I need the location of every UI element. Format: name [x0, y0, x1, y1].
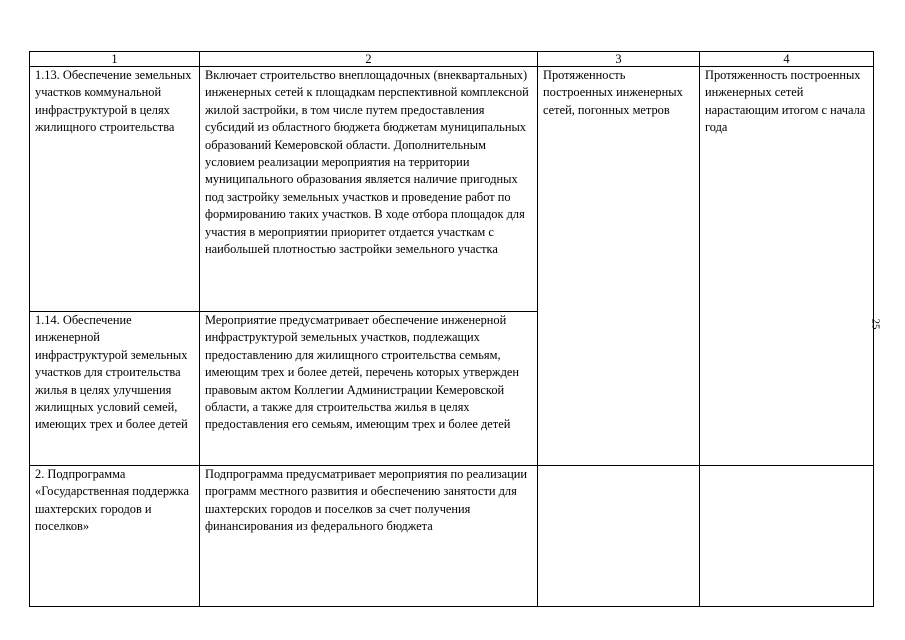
row-1-13-calculation: Протяженность построенных инженерных сетей нарастающим итогом с начала года: [700, 67, 874, 466]
row-2-indicator: [538, 466, 700, 607]
column-header-2: 2: [200, 52, 538, 67]
column-header-3: 3: [538, 52, 700, 67]
table-row: [30, 67, 874, 312]
row-1-14-description: Мероприятие предусматривает обеспечение инженерной инфраструктурой земельных участков, подлежащих предоставлению для жилищного строительства семьям, имеющим трех и более детей, перечень которых утвержден правовым актом Коллегии Администрации Кемеровской области, а также для строительства жилья в целях предоставления его семьям, имеющим трех и более детей: [200, 312, 538, 466]
row-1-13-indicator: Протяженность построенных инженерных сетей, погонных метров: [538, 67, 700, 466]
column-header-1: 1: [30, 52, 200, 67]
document-table: [29, 51, 874, 607]
page-number: 25: [869, 318, 882, 330]
table-header-row: [30, 52, 874, 67]
row-2-description: Подпрограмма предусматривает мероприятия по реализации программ местного развития и обеспечению занятости для шахтерских городов и поселков за счет получения финансирования из федерального бюджета: [200, 466, 538, 607]
table-row: [30, 466, 874, 607]
row-2-name: 2. Подпрограмма «Государственная поддержка шахтерских городов и поселков»: [30, 466, 200, 607]
row-1-13-name: 1.13. Обеспечение земельных участков коммунальной инфраструктурой в целях жилищного строительства: [30, 67, 200, 312]
row-1-13-description: Включает строительство внеплощадочных (внеквартальных) инженерных сетей к площадкам перспективной комплексной жилой застройки, в том числе путем предоставления субсидий из областного бюджета бюджетам муниципальных образований Кемеровской области. Дополнительным условием реализации мероприятия на территории муниципального образования является наличие пригодных под застройку земельных участков и проведение работ по формированию таких участков. В ходе отбора площадок для участия в мероприятии приоритет отдается участкам с наибольшей плотностью застройки земельного участка: [200, 67, 538, 312]
row-2-calculation: [700, 466, 874, 607]
row-1-14-name: 1.14. Обеспечение инженерной инфраструктурой земельных участков для строительства жилья в целях улучшения жилищных условий семей, имеющих трех и более детей: [30, 312, 200, 466]
column-header-4: 4: [700, 52, 874, 67]
